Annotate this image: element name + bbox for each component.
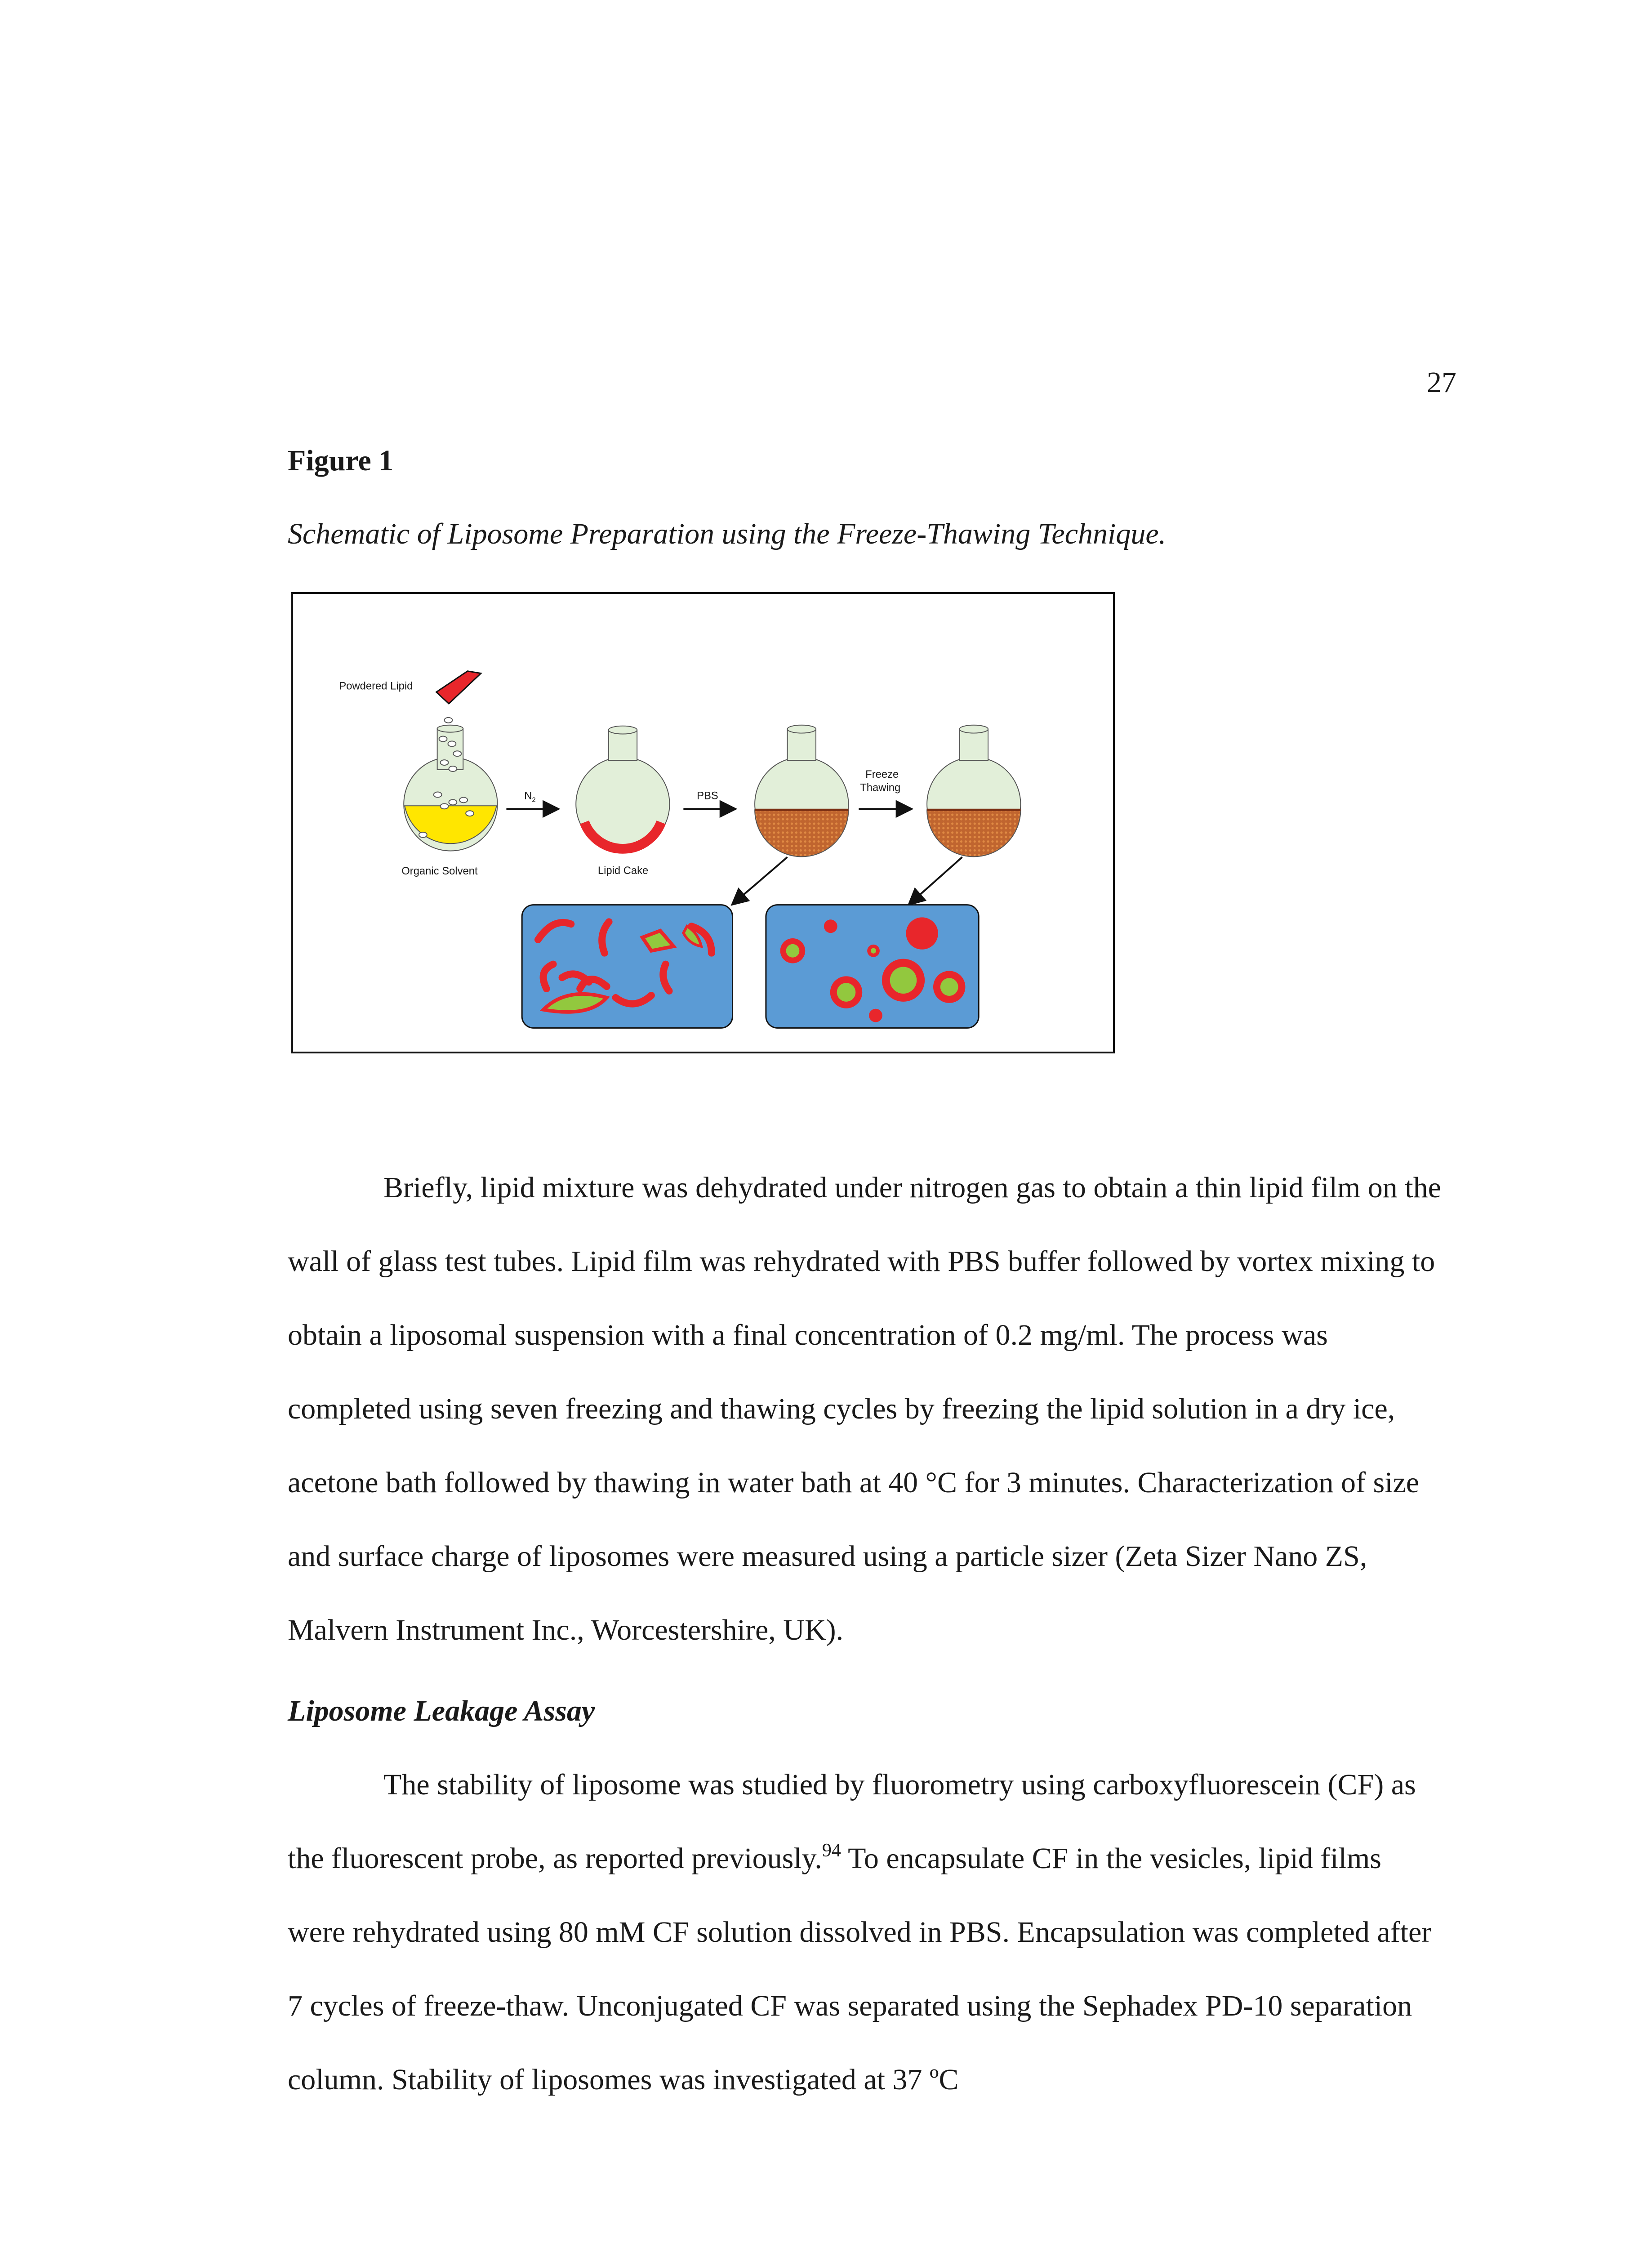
flask-freeze-thawed xyxy=(927,725,1020,857)
flask-hydrated-suspension xyxy=(755,725,848,857)
spatula-icon xyxy=(436,671,481,704)
pbs-label: PBS xyxy=(697,789,718,802)
freeze-label: Freeze xyxy=(865,768,899,781)
schematic-canvas xyxy=(293,594,1113,1052)
figure-label: Figure 1 xyxy=(288,444,394,477)
lipid-cake-label: Lipid Cake xyxy=(597,865,649,877)
page-number: 27 xyxy=(1427,366,1456,399)
section-heading: Liposome Leakage Assay xyxy=(288,1695,595,1727)
arrow-to-vesicle-panel xyxy=(910,857,962,903)
lipid-sheets-panel xyxy=(522,905,732,1028)
powdered-lipid-label: Powdered Lipid xyxy=(339,680,413,692)
flask-lipid-cake xyxy=(576,726,669,851)
paragraph-2-text: The stability of liposome was studied by fluorometry using carboxyfluorescein (CF) as the fluorescent probe, as reported previously. xyxy=(288,1768,1416,1875)
citation-superscript: 94 xyxy=(822,1840,841,1861)
vesicle-panel xyxy=(766,905,979,1028)
paragraph-2-continuation: To encapsulate CF in the vesicles, lipid films were rehydrated using 80 mM CF solution dissolved in PBS. Encapsulation was completed after 7 cycles of freeze-thaw. Unconjugated CF was separated using the Sephadex PD-10 separation column. Stability of liposomes was investigated at 37 ºC xyxy=(288,1842,1432,2096)
figure-caption: Schematic of Liposome Preparation using the Freeze-Thawing Technique. xyxy=(288,517,1167,550)
thawing-label: Thawing xyxy=(860,781,901,794)
body-paragraph-1: Briefly, lipid mixture was dehydrated under nitrogen gas to obtain a thin lipid film on the wall of glass test tubes. Lipid film was rehydrated with PBS buffer followed by vortex mixing to obtain a liposomal suspension with a final concentration of 0.2 mg/ml. The process was completed using seven freezing and thawing cycles by freezing the lipid solution in a dry ice, acetone bath followed by thawing in water bath at 40 °C for 3 minutes. Characterization of size and surface charge of liposomes were measured using a particle sizer (Zeta Sizer Nano ZS, Malvern Instrument Inc., Worcestershire, UK). xyxy=(288,1171,1441,1646)
n2-label: $N_2$ xyxy=(524,789,536,804)
flask-organic-solvent xyxy=(404,718,497,851)
arrow-to-multilamellar-panel xyxy=(733,857,787,903)
body-paragraph-2 xyxy=(288,1748,1443,2117)
organic-solvent-label: Organic Solvent xyxy=(401,865,478,878)
liposome-preparation-schematic xyxy=(291,592,1115,1053)
